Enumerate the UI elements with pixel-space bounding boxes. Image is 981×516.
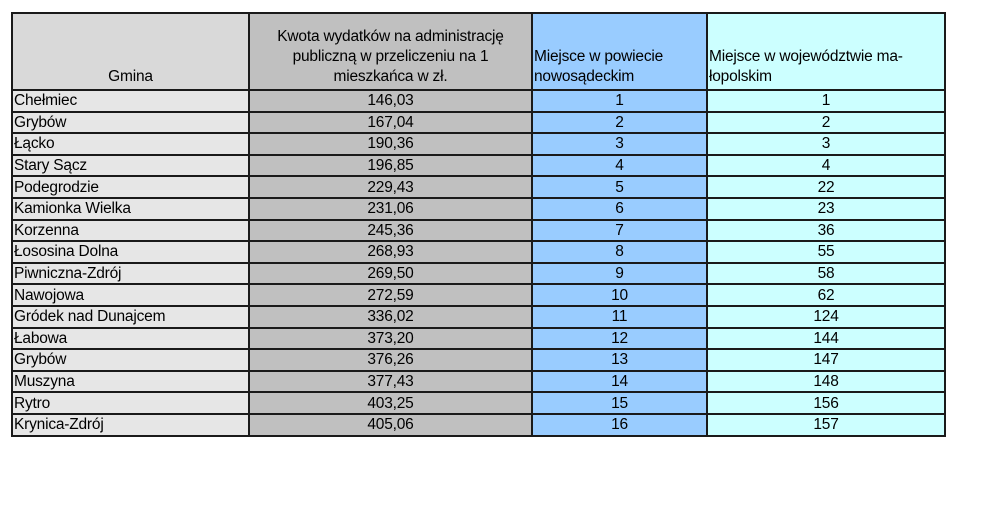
table-row [12, 414, 945, 436]
table-row [12, 176, 945, 198]
cell-miejsce-powiat[interactable]: 10 [532, 284, 707, 306]
cell-gmina[interactable]: Łabowa [12, 328, 249, 350]
cell-gmina[interactable]: Łososina Dolna [12, 241, 249, 263]
cell-gmina[interactable]: Łącko [12, 133, 249, 155]
table-row [12, 349, 945, 371]
cell-kwota[interactable]: 229,43 [249, 176, 532, 198]
cell-kwota[interactable]: 377,43 [249, 371, 532, 393]
cell-kwota[interactable]: 373,20 [249, 328, 532, 350]
cell-miejsce-powiat[interactable]: 11 [532, 306, 707, 328]
cell-miejsce-wojewodztwo[interactable]: 124 [707, 306, 945, 328]
cell-gmina[interactable]: Gródek nad Dunajcem [12, 306, 249, 328]
cell-miejsce-wojewodztwo[interactable]: 148 [707, 371, 945, 393]
cell-miejsce-powiat[interactable]: 13 [532, 349, 707, 371]
cell-gmina[interactable]: Kamionka Wielka [12, 198, 249, 220]
cell-gmina[interactable]: Korzenna [12, 220, 249, 242]
table-row [12, 241, 945, 263]
cell-miejsce-powiat[interactable]: 2 [532, 112, 707, 134]
cell-miejsce-powiat[interactable]: 3 [532, 133, 707, 155]
table-row [12, 371, 945, 393]
table-row [12, 220, 945, 242]
header-gmina[interactable]: Gmina [12, 13, 249, 90]
cell-gmina[interactable]: Podegrodzie [12, 176, 249, 198]
cell-gmina[interactable]: Grybów [12, 112, 249, 134]
table-row [12, 284, 945, 306]
cell-miejsce-wojewodztwo[interactable]: 147 [707, 349, 945, 371]
cell-miejsce-powiat[interactable]: 4 [532, 155, 707, 177]
cell-gmina[interactable]: Rytro [12, 392, 249, 414]
cell-miejsce-powiat[interactable]: 15 [532, 392, 707, 414]
cell-kwota[interactable]: 376,26 [249, 349, 532, 371]
cell-miejsce-powiat[interactable]: 7 [532, 220, 707, 242]
cell-gmina[interactable]: Nawojowa [12, 284, 249, 306]
cell-miejsce-wojewodztwo[interactable]: 62 [707, 284, 945, 306]
cell-kwota[interactable]: 196,85 [249, 155, 532, 177]
cell-miejsce-wojewodztwo[interactable]: 3 [707, 133, 945, 155]
cell-kwota[interactable]: 272,59 [249, 284, 532, 306]
header-kwota[interactable]: Kwota wydatków na administrację publiczną w przeliczeniu na 1 mieszkańca w zł. [249, 13, 532, 90]
header-miejsce-powiat[interactable]: Miejsce w powiecie nowosądeckim [532, 13, 707, 90]
cell-kwota[interactable]: 231,06 [249, 198, 532, 220]
cell-miejsce-wojewodztwo[interactable]: 36 [707, 220, 945, 242]
header-row [12, 13, 945, 90]
cell-miejsce-wojewodztwo[interactable]: 1 [707, 90, 945, 112]
cell-miejsce-powiat[interactable]: 9 [532, 263, 707, 285]
cell-miejsce-wojewodztwo[interactable]: 55 [707, 241, 945, 263]
cell-miejsce-powiat[interactable]: 8 [532, 241, 707, 263]
cell-miejsce-powiat[interactable]: 16 [532, 414, 707, 436]
cell-miejsce-powiat[interactable]: 1 [532, 90, 707, 112]
cell-miejsce-wojewodztwo[interactable]: 2 [707, 112, 945, 134]
cell-kwota[interactable]: 403,25 [249, 392, 532, 414]
cell-miejsce-wojewodztwo[interactable]: 144 [707, 328, 945, 350]
cell-miejsce-wojewodztwo[interactable]: 23 [707, 198, 945, 220]
cell-miejsce-wojewodztwo[interactable]: 4 [707, 155, 945, 177]
cell-miejsce-powiat[interactable]: 14 [532, 371, 707, 393]
cell-miejsce-wojewodztwo[interactable]: 157 [707, 414, 945, 436]
cell-miejsce-wojewodztwo[interactable]: 58 [707, 263, 945, 285]
gmina-ranking-table [11, 12, 946, 437]
cell-kwota[interactable]: 268,93 [249, 241, 532, 263]
table-row [12, 133, 945, 155]
spreadsheet-table-container [11, 12, 944, 437]
cell-miejsce-powiat[interactable]: 5 [532, 176, 707, 198]
table-row [12, 306, 945, 328]
table-body [12, 90, 945, 436]
cell-kwota[interactable]: 167,04 [249, 112, 532, 134]
cell-kwota[interactable]: 190,36 [249, 133, 532, 155]
cell-gmina[interactable]: Chełmiec [12, 90, 249, 112]
cell-gmina[interactable]: Muszyna [12, 371, 249, 393]
table-row [12, 112, 945, 134]
cell-kwota[interactable]: 405,06 [249, 414, 532, 436]
cell-kwota[interactable]: 336,02 [249, 306, 532, 328]
cell-kwota[interactable]: 146,03 [249, 90, 532, 112]
cell-miejsce-wojewodztwo[interactable]: 22 [707, 176, 945, 198]
cell-gmina[interactable]: Stary Sącz [12, 155, 249, 177]
table-header [12, 13, 945, 90]
cell-miejsce-powiat[interactable]: 12 [532, 328, 707, 350]
table-row [12, 328, 945, 350]
cell-miejsce-powiat[interactable]: 6 [532, 198, 707, 220]
cell-gmina[interactable]: Piwniczna-Zdrój [12, 263, 249, 285]
table-row [12, 155, 945, 177]
table-row [12, 198, 945, 220]
cell-gmina[interactable]: Grybów [12, 349, 249, 371]
table-row [12, 263, 945, 285]
cell-kwota[interactable]: 269,50 [249, 263, 532, 285]
cell-miejsce-wojewodztwo[interactable]: 156 [707, 392, 945, 414]
table-row [12, 90, 945, 112]
table-row [12, 392, 945, 414]
header-miejsce-wojewodztwo[interactable]: Miejsce w województwie ma-łopolskim [707, 13, 945, 90]
cell-kwota[interactable]: 245,36 [249, 220, 532, 242]
cell-gmina[interactable]: Krynica-Zdrój [12, 414, 249, 436]
